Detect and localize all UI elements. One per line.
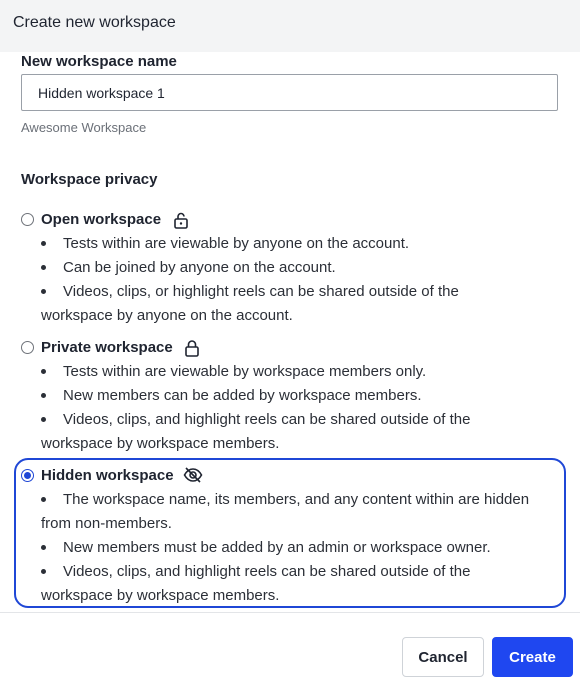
bullet-dot: [41, 265, 46, 270]
option-open-bullet-1: Tests within are viewable by anyone on the account.: [63, 235, 410, 252]
footer-divider: [0, 612, 580, 613]
option-private-bullet-2: New members can be added by workspace members.: [63, 387, 422, 404]
radio-private[interactable]: [21, 341, 34, 354]
option-private-bullet-3-cont: workspace by workspace members.: [41, 435, 280, 452]
dialog-title: Create new workspace: [13, 14, 176, 31]
option-open-bullet-2: Can be joined by anyone on the account.: [63, 259, 336, 276]
bullet-dot: [41, 289, 46, 294]
bullet-dot: [41, 545, 46, 550]
unlock-icon: [172, 211, 190, 234]
radio-open[interactable]: [21, 213, 34, 226]
option-hidden-bullet-1: The workspace name, its members, and any content within are hidden: [63, 491, 530, 508]
option-open-bullet-3: Videos, clips, or highlight reels can be shared outside of the: [63, 283, 459, 300]
option-hidden-bullet-2: New members must be added by an admin or workspace owner.: [63, 539, 491, 556]
option-title-private: Private workspace: [41, 339, 173, 356]
option-hidden-bullet-3: Videos, clips, and highlight reels can be shared outside of the: [63, 563, 471, 580]
bullet-dot: [41, 417, 46, 422]
workspace-name-input[interactable]: [21, 74, 558, 111]
option-title-hidden: Hidden workspace: [41, 467, 174, 484]
option-hidden-bullet-1-cont: from non-members.: [41, 515, 172, 532]
create-button[interactable]: Create: [492, 637, 573, 677]
workspace-name-hint: Awesome Workspace: [21, 120, 147, 135]
workspace-name-label: New workspace name: [21, 53, 177, 70]
bullet-dot: [41, 241, 46, 246]
option-title-open: Open workspace: [41, 211, 162, 228]
lock-icon: [183, 339, 201, 362]
bullet-dot: [41, 497, 46, 502]
option-private-bullet-3: Videos, clips, and highlight reels can be shared outside of the: [63, 411, 471, 428]
radio-hidden[interactable]: [21, 469, 34, 482]
option-hidden-bullet-3-cont: workspace by workspace members.: [41, 587, 280, 604]
workspace-privacy-label: Workspace privacy: [21, 171, 158, 188]
bullet-dot: [41, 369, 46, 374]
dialog-header: [0, 0, 580, 52]
cancel-button[interactable]: Cancel: [402, 637, 484, 677]
eye-slash-icon: [183, 466, 203, 489]
option-open-bullet-3-cont: workspace by anyone on the account.: [41, 307, 293, 324]
bullet-dot: [41, 393, 46, 398]
bullet-dot: [41, 569, 46, 574]
option-private-bullet-1: Tests within are viewable by workspace members only.: [63, 363, 427, 380]
